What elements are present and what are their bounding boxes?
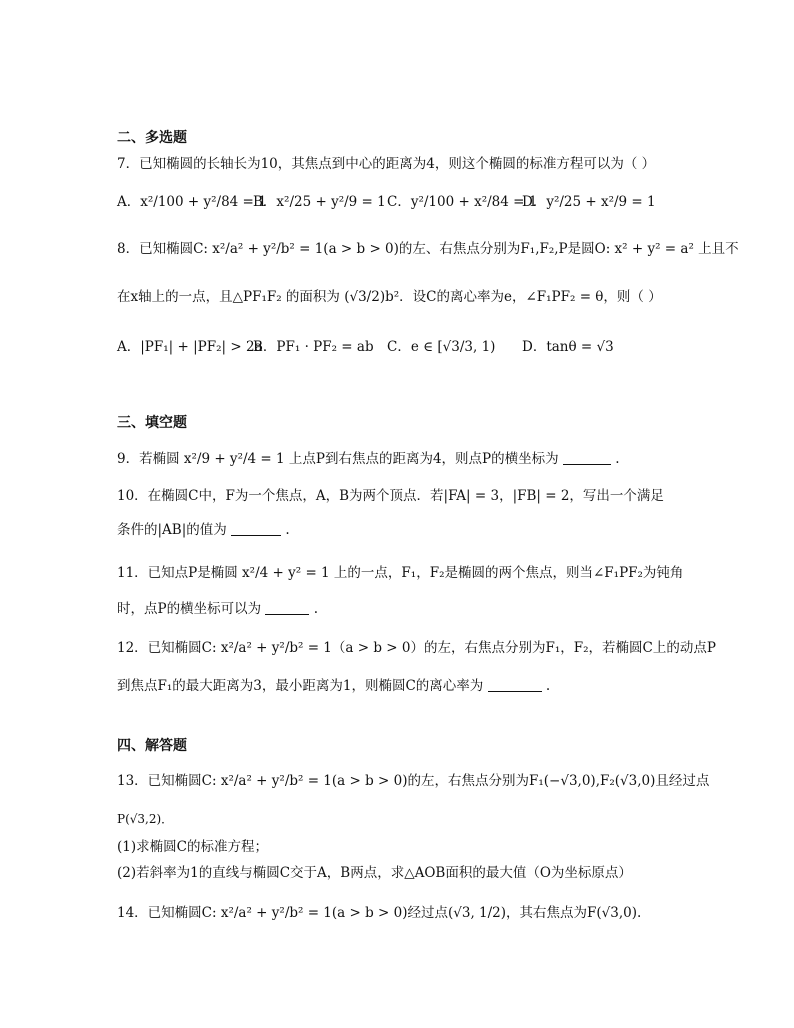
question-7-option-d: D．y²/25 + x²/9 = 1 bbox=[522, 194, 656, 210]
question-10-line-1: 10．在椭圆C中，F为一个焦点，A，B为两个顶点．若|FA| = 3，|FB| = 2，写出一个满足 bbox=[117, 488, 664, 504]
question-13-line-1: 13．已知椭圆C: x²/a² + y²/b² = 1(a > b > 0)的左，右焦点分别为F₁(−√3,0),F₂(√3,0)且经过点 bbox=[117, 773, 710, 789]
question-8-option-d: D．tanθ = √3 bbox=[522, 339, 614, 355]
question-10-end: . bbox=[285, 522, 290, 538]
question-8-option-b: B．PF₁ · PF₂ = ab bbox=[253, 339, 374, 355]
section-heading-solutions: 四、解答题 bbox=[117, 738, 187, 754]
question-11-line-1: 11．已知点P是椭圆 x²/4 + y² = 1 上的一点，F₁，F₂是椭圆的两个焦点，则当∠F₁PF₂为钝角 bbox=[117, 565, 684, 581]
question-11-line-2 bbox=[117, 598, 318, 620]
section-heading-fill-in: 三、填空题 bbox=[117, 415, 187, 431]
question-10-line-2 bbox=[117, 519, 290, 541]
question-9-text: 9．若椭圆 x²/9 + y²/4 = 1 上点P到右焦点的距离为4，则点P的横坐标为 bbox=[117, 451, 559, 467]
question-8-option-a: A．|PF₁| + |PF₂| > 2a bbox=[117, 339, 263, 355]
answer-blank bbox=[265, 600, 309, 615]
answer-blank bbox=[563, 450, 611, 465]
question-11-end: . bbox=[313, 601, 318, 617]
question-9 bbox=[117, 448, 620, 470]
question-7-option-b: B．x²/25 + y²/9 = 1 bbox=[253, 194, 386, 210]
question-8-line-1: 8．已知椭圆C: x²/a² + y²/b² = 1(a > b > 0)的左、右焦点分别为F₁,F₂,P是圆O: x² + y² = a² 上且不 bbox=[117, 241, 739, 257]
question-13-line-2: P(√3,2)． bbox=[117, 812, 174, 826]
section-heading-multiple-choice: 二、多选题 bbox=[117, 130, 187, 146]
question-9-end: . bbox=[615, 451, 620, 467]
question-7-option-a: A．x²/100 + y²/84 = 1 bbox=[117, 194, 267, 210]
question-12-text: 到焦点F₁的最大距离为3，最小距离为1，则椭圆C的离心率为 bbox=[117, 678, 484, 694]
question-8-line-2: 在x轴上的一点，且△PF₁F₂ 的面积为 (√3/2)b²．设C的离心率为e，∠F₁PF₂ = θ，则（ ） bbox=[117, 289, 662, 305]
question-14-line-1: 14．已知椭圆C: x²/a² + y²/b² = 1(a > b > 0)经过点(√3, 1/2)，其右焦点为F(√3,0). bbox=[117, 905, 642, 921]
question-8-option-c: C．e ∈ [√3/3, 1) bbox=[387, 339, 496, 355]
question-12-line-1: 12．已知椭圆C: x²/a² + y²/b² = 1（a > b > 0）的左，右焦点分别为F₁，F₂，若椭圆C上的动点P bbox=[117, 640, 716, 656]
question-13-part-1: (1)求椭圆C的标准方程； bbox=[117, 839, 268, 855]
question-7-stem: 7．已知椭圆的长轴长为10，其焦点到中心的距离为4，则这个椭圆的标准方程可以为（ ） bbox=[117, 156, 656, 172]
question-12-end: . bbox=[545, 678, 551, 694]
answer-blank bbox=[231, 521, 281, 536]
question-11-text: 时，点P的横坐标可以为 bbox=[117, 601, 262, 617]
answer-blank bbox=[488, 677, 542, 692]
question-13-part-2: (2)若斜率为1的直线与椭圆C交于A，B两点，求△AOB面积的最大值（O为坐标原点） bbox=[117, 865, 632, 881]
question-12-line-2 bbox=[117, 675, 550, 697]
question-7-option-c: C．y²/100 + x²/84 = 1 bbox=[387, 194, 538, 210]
question-10-text: 条件的|AB|的值为 bbox=[117, 522, 227, 538]
